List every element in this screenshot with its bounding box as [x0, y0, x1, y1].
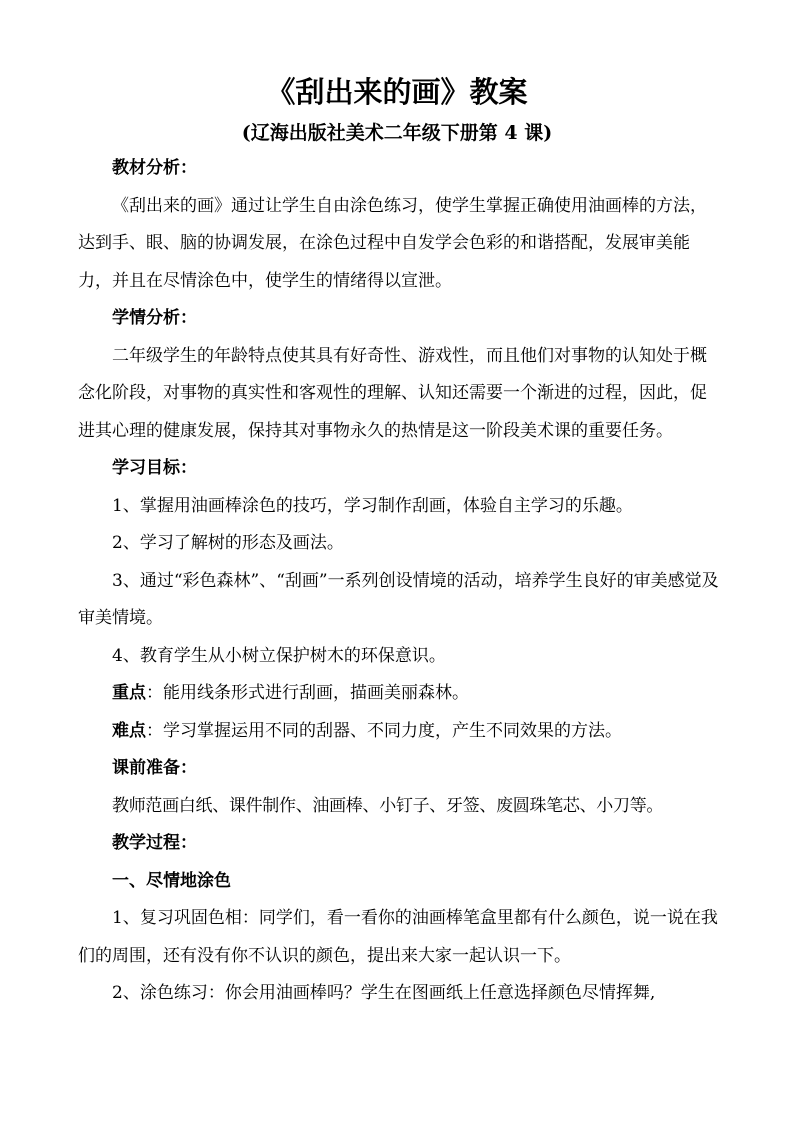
difficulty-label: 难点	[112, 720, 146, 741]
analysis-paragraph: 《刮出来的画》通过让学生自由涂色练习，使学生掌握正确使用油画棒的方法，达到手、眼、脑的协调发展，在涂色过程中自发学会色彩的和谐搭配，发展审美能力，并且在尽情涂色中，使学生的情绪得以宣泄。	[78, 195, 707, 291]
difficulty-text: ：学习掌握运用不同的刮器、不同力度，产生不同效果的方法。	[146, 720, 622, 741]
doc-title: 《刮出来的画》教案	[266, 75, 528, 109]
doc-body	[78, 150, 722, 1013]
goal-item-3: 3、通过“彩色森林”、“刮画”一系列创设情境的活动，培养学生良好的审美感觉及审美情境。	[78, 570, 719, 628]
learner-heading: 学情分析：	[112, 308, 197, 328]
step1-item-2: 2、涂色练习：你会用油画棒吗？学生在图画纸上任意选择颜色尽情挥舞,	[112, 983, 656, 1003]
analysis-heading: 教材分析：	[112, 158, 197, 178]
doc-subtitle: (辽海出版社美术二年级下册第 4 课)	[241, 122, 553, 144]
learner-paragraph: 二年级学生的年龄特点使其具有好奇性、游戏性，而且他们对事物的认知处于概念化阶段，对事物的真实性和客观性的理解、认知还需要一个渐进的过程，因此，促进其心理的健康发展，保持其对事物永久的热情是这一阶段美术课的重要任务。	[78, 345, 707, 441]
goals-heading: 学习目标：	[112, 458, 197, 478]
goal-item-4: 4、教育学生从小树立保护树木的环保意识。	[112, 645, 446, 666]
key-point-text: ：能用线条形式进行刮画，描画美丽森林。	[146, 683, 469, 703]
goal-item-1: 1、掌握用油画棒涂色的技巧，学习制作刮画，体验自主学习的乐趣。	[112, 495, 633, 516]
key-point-label: 重点	[112, 683, 146, 703]
step1-item-1: 1、复习巩固色相：同学们，看一看你的油画棒笔盒里都有什么颜色，说一说在我们的周围，还有没有你不认识的颜色，提出来大家一起认识一下。	[78, 908, 718, 966]
step1-heading: 一、尽情地涂色	[112, 870, 231, 891]
difficulty-point	[78, 713, 722, 751]
key-point	[78, 675, 722, 713]
prep-paragraph: 教师范画白纸、课件制作、油画棒、小钉子、牙签、废圆珠笔芯、小刀等。	[112, 795, 664, 816]
process-heading: 教学过程：	[112, 833, 197, 853]
goal-item-2: 2、学习了解树的形态及画法。	[112, 533, 344, 553]
prep-heading: 课前准备：	[112, 758, 197, 778]
